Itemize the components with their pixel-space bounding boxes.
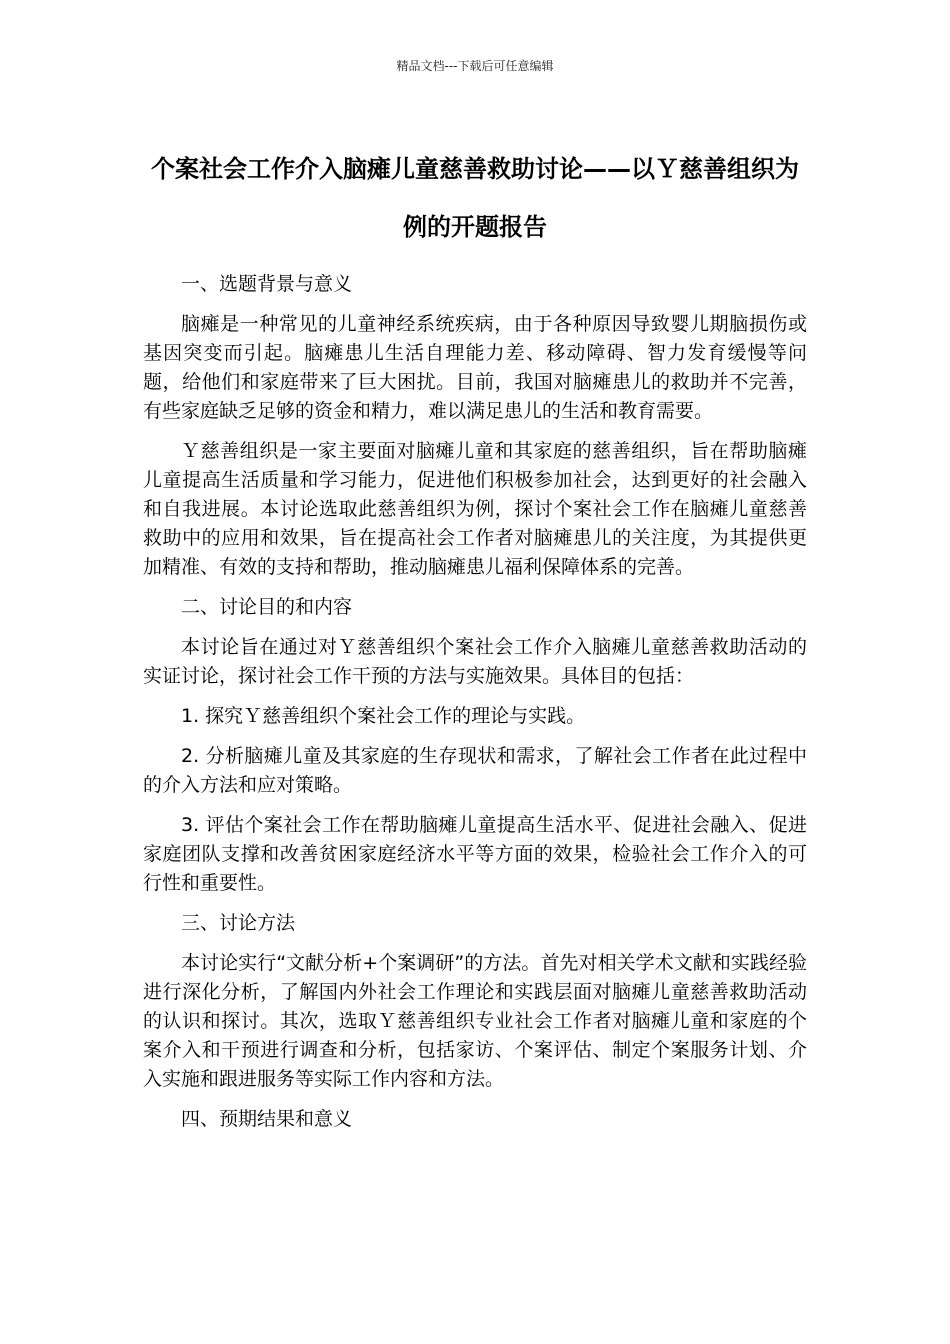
section-heading-results: 四、预期结果和意义	[181, 1108, 353, 1130]
section-heading-purpose: 二、讨论目的和内容	[181, 596, 353, 618]
header-note: 精品文档---下载后可任意编辑	[396, 59, 554, 73]
paragraph-method: 本讨论实行“文献分析+个案调研”的方法。首先对相关学术文献和实践经验进行深化分析，了解国内外社会工作理论和实践层面对脑瘫儿童慈善救助活动的认识和探讨。其次，选取Ｙ慈善组织专业社会工作者对脑瘫儿童和家庭的个案介入和干预进行调查和分析，包括家访、个案评估、制定个案服务计划、介入实施和跟进服务等实际工作内容和方法。	[143, 952, 807, 1090]
document-title: 个案社会工作介入脑瘫儿童慈善救助讨论——以Ｙ慈善组织为例的开题报告	[151, 155, 799, 241]
section-heading-method: 三、讨论方法	[181, 912, 296, 934]
list-item-purpose-3: 3. 评估个案社会工作在帮助脑瘫儿童提高生活水平、促进社会融入、促进家庭团队支撑和改善贫困家庭经济水平等方面的效果，检验社会工作介入的可行性和重要性。	[143, 814, 807, 894]
list-item-purpose-1: 1. 探究Ｙ慈善组织个案社会工作的理论与实践。	[181, 705, 586, 727]
paragraph-background-2: Ｙ慈善组织是一家主要面对脑瘫儿童和其家庭的慈善组织，旨在帮助脑瘫儿童提高生活质量和学习能力，促进他们积极参加社会，达到更好的社会融入和自我进展。本讨论选取此慈善组织为例，探讨个案社会工作在脑瘫儿童慈善救助中的应用和效果，旨在提高社会工作者对脑瘫患儿的关注度，为其提供更加精准、有效的支持和帮助，推动脑瘫患儿福利保障体系的完善。	[143, 440, 807, 578]
section-heading-background: 一、选题背景与意义	[181, 273, 353, 295]
document-body	[143, 270, 807, 1145]
list-item-purpose-2: 2. 分析脑瘫儿童及其家庭的生存现状和需求，了解社会工作者在此过程中的介入方法和应对策略。	[143, 745, 807, 796]
paragraph-background-1: 脑瘫是一种常见的儿童神经系统疾病，由于各种原因导致婴儿期脑损伤或基因突变而引起。脑瘫患儿生活自理能力差、移动障碍、智力发育缓慢等问题，给他们和家庭带来了巨大困扰。目前，我国对脑瘫患儿的救助并不完善，有些家庭缺乏足够的资金和精力，难以满足患儿的生活和教育需要。	[143, 313, 807, 422]
paragraph-purpose-intro: 本讨论旨在通过对Ｙ慈善组织个案社会工作介入脑瘫儿童慈善救助活动的实证讨论，探讨社会工作干预的方法与实施效果。具体目的包括：	[143, 636, 807, 687]
